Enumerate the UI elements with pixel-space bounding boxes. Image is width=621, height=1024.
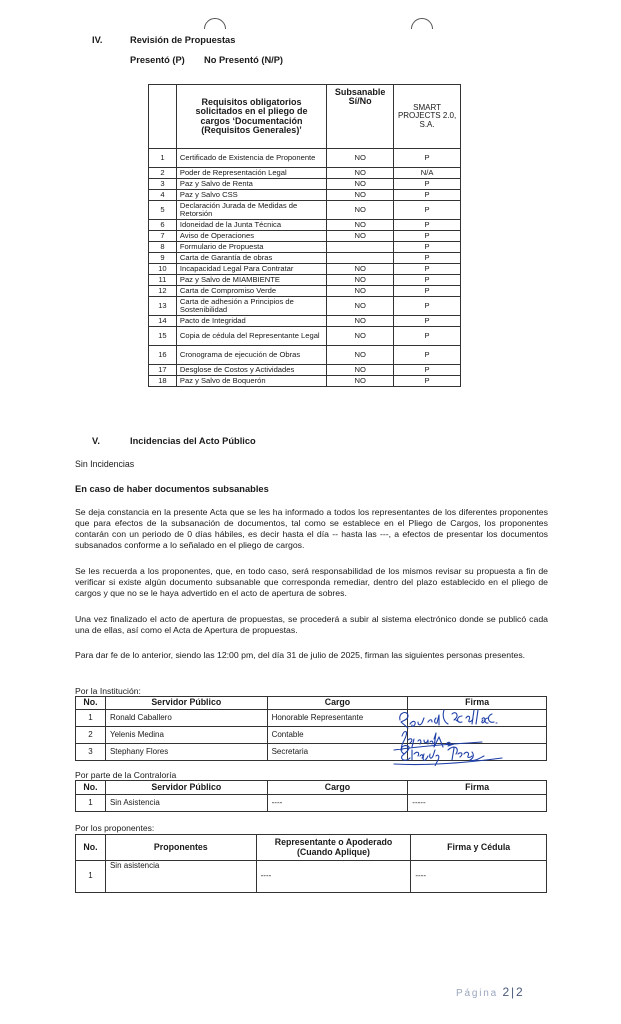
req-row-subsanable: NO [327,365,394,376]
req-row-subsanable: NO [327,327,394,346]
req-row-subsanable [327,253,394,264]
req-row-status: P [394,220,461,231]
req-row-subsanable: NO [327,190,394,201]
req-row-number: 13 [149,297,177,316]
req-row-status: P [394,149,461,168]
prop-row-1-no: 1 [76,861,106,893]
req-row-number: 9 [149,253,177,264]
req-row-status: P [394,190,461,201]
prop-row-1-rep: ---- [256,861,411,893]
req-row-status: N/A [394,168,461,179]
req-row-status: P [394,231,461,242]
institucion-label: Por la Institución: [75,686,141,696]
req-row-number: 16 [149,346,177,365]
page-separator: | [511,985,516,999]
req-row-subsanable: NO [327,275,394,286]
contra-row-1-no: 1 [76,795,106,812]
signature-stephany-flores [394,746,502,766]
punch-hole-right [411,18,433,40]
section-4-number: IV. [92,35,103,45]
inst-header-firma: Firma [408,697,547,710]
req-row-subsanable: NO [327,201,394,220]
prop-header-proponentes: Proponentes [105,835,256,861]
req-row [149,149,461,168]
req-row-label: Aviso de Operaciones [176,231,326,242]
legend-no-presento: No Presentó (N/P) [204,55,284,65]
contra-row-1-firma: ----- [408,795,547,812]
req-row-label: Cronograma de ejecución de Obras [176,346,326,365]
requirements-table [148,84,461,387]
req-row [149,275,461,286]
section-5-number: V. [92,436,100,446]
contra-row-1-cargo: ---- [267,795,408,812]
prop-header-firma: Firma y Cédula [411,835,547,861]
req-row [149,286,461,297]
section-5-title: Incidencias del Acto Público [130,436,256,446]
page-number [456,985,524,999]
req-row-number: 1 [149,149,177,168]
subsanables-heading: En caso de haber documentos subsanables [75,484,269,494]
req-row-subsanable: NO [327,220,394,231]
page-word: Página [456,988,498,999]
req-row-status: P [394,201,461,220]
req-row-label: Formulario de Propuesta [176,242,326,253]
req-header-blank [149,85,177,149]
signature-ronald-caballero [400,710,497,728]
req-row [149,365,461,376]
paragraph-publicacion: Una vez finalizado el acto de apertura de propuestas, se procederá a subir al sistema electrónico donde se publicó cada una de ellas, así como el Acta de Apertura de propuestas. [75,614,548,635]
req-row-number: 11 [149,275,177,286]
req-row-subsanable [327,242,394,253]
req-row-label: Paz y Salvo CSS [176,190,326,201]
req-row [149,242,461,253]
req-row-number: 14 [149,316,177,327]
req-row-label: Idoneidad de la Junta Técnica [176,220,326,231]
req-row-label: Certificado de Existencia de Proponente [176,149,326,168]
req-row-status: P [394,253,461,264]
prop-row-1-firma: ---- [411,861,547,893]
req-row-label: Copia de cédula del Representante Legal [176,327,326,346]
req-row [149,253,461,264]
req-row-label: Poder de Representación Legal [176,168,326,179]
req-row-number: 17 [149,365,177,376]
req-row-status: P [394,242,461,253]
req-row-status: P [394,297,461,316]
contraloria-label: Por parte de la Contraloría [75,770,177,780]
req-header-requisitos: Requisitos obligatorios solicitados en el pliego de cargos ‘Documentación (Requisitos Generales)’ [176,85,326,149]
req-row-number: 3 [149,179,177,190]
req-row [149,346,461,365]
req-row-subsanable: NO [327,346,394,365]
paragraph-recordatorio: Se les recuerda a los proponentes, que, en todo caso, será responsabilidad de los mismos revisar su propuesta a fin de verificar si existe algún documento subsanable que corresponda remediar, dentro del plazo establecido en el pliego de cargos y que no se le haya advertido en el acto de apertura de sobres. [75,566,548,598]
req-row-label: Incapacidad Legal Para Contratar [176,264,326,275]
req-row-number: 2 [149,168,177,179]
req-row-status: P [394,179,461,190]
proponentes-label: Por los proponentes: [75,823,155,833]
legend-presento: Presentó (P) [130,55,185,65]
req-row-subsanable: NO [327,376,394,387]
inst-row-1-name: Ronald Caballero [105,710,267,727]
req-row-subsanable: NO [327,316,394,327]
paragraph-subsanacion: Se deja constancia en la presente Acta que se les ha informado a todos los representantes de los diferentes proponentes que para efectos de la subsanación de documentos, tal como se establece en el Pliego de Cargos, los proponentes contarán con un periodo de 0 días hábiles, es decir hasta el día -- hasta las ---, a efectos de presentar los documentos subsanados conforme a lo señalado en el pliego de cargos. [75,507,548,550]
req-row-number: 10 [149,264,177,275]
req-row [149,264,461,275]
req-row [149,168,461,179]
inst-row-2-no: 2 [76,727,106,744]
req-header-subsanable: Subsanable Sí/No [327,85,394,149]
contraloria-table [75,780,547,812]
req-row-subsanable: NO [327,264,394,275]
req-row [149,297,461,316]
req-row-label: Carta de Compromiso Verde [176,286,326,297]
req-row-label: Paz y Salvo de Boquerón [176,376,326,387]
inst-row-2-name: Yelenis Medina [105,727,267,744]
req-row [149,201,461,220]
req-row-number: 5 [149,201,177,220]
req-row-status: P [394,316,461,327]
page-current: 2 [502,985,512,999]
incidencias-text: Sin Incidencias [75,459,135,469]
req-table-body [149,149,461,387]
signatures-drawing [392,706,558,766]
req-row-number: 12 [149,286,177,297]
req-row-status: P [394,346,461,365]
inst-row-1-no: 1 [76,710,106,727]
req-row-status: P [394,376,461,387]
req-row-subsanable: NO [327,168,394,179]
proponentes-table [75,834,547,893]
req-row-subsanable: NO [327,231,394,242]
req-row-label: Pacto de Integridad [176,316,326,327]
req-row-number: 8 [149,242,177,253]
inst-row-1-cargo: Honorable Representante [267,710,408,727]
inst-header-no: No. [76,697,106,710]
prop-row-1-name: Sin asistencia [105,861,256,893]
req-row-number: 4 [149,190,177,201]
req-row-number: 6 [149,220,177,231]
req-row-status: P [394,327,461,346]
req-row-label: Paz y Salvo de Renta [176,179,326,190]
inst-row-2-cargo: Contable [267,727,408,744]
req-row [149,190,461,201]
contra-header-cargo: Cargo [267,781,408,795]
req-row-subsanable: NO [327,179,394,190]
req-row-label: Carta de Garantía de obras [176,253,326,264]
req-row [149,231,461,242]
inst-header-cargo: Cargo [267,697,408,710]
inst-row-3-cargo: Secretaria [267,744,408,761]
req-row-label: Desglose de Costos y Actividades [176,365,326,376]
signature-yelenis-medina [394,732,482,751]
prop-header-representante: Representante o Apoderado (Cuando Aplique) [256,835,411,861]
req-row-status: P [394,286,461,297]
req-row-number: 15 [149,327,177,346]
contra-header-no: No. [76,781,106,795]
req-row [149,179,461,190]
req-row-subsanable: NO [327,297,394,316]
page-total: 2 [515,985,525,999]
req-row-subsanable: NO [327,286,394,297]
req-row-subsanable: NO [327,149,394,168]
req-header-bidder: SMART PROJECTS 2.0, S.A. [394,85,461,149]
req-row-status: P [394,275,461,286]
req-row-label: Carta de adhesión a Principios de Sostenibilidad [176,297,326,316]
req-row [149,376,461,387]
req-row-label: Paz y Salvo de MIAMBIENTE [176,275,326,286]
contra-row-1-name: Sin Asistencia [105,795,267,812]
paragraph-fe: Para dar fe de lo anterior, siendo las 12:00 pm, del día 31 de julio de 2025, firman las siguientes personas presentes. [75,650,526,660]
inst-row-3-name: Stephany Flores [105,744,267,761]
inst-row-3-no: 3 [76,744,106,761]
req-row-number: 7 [149,231,177,242]
req-row [149,220,461,231]
section-4-title: Revisión de Propuestas [130,35,236,45]
contra-header-servidor: Servidor Público [105,781,267,795]
req-row-label: Declaración Jurada de Medidas de Retorsión [176,201,326,220]
req-row-number: 18 [149,376,177,387]
req-row-status: P [394,365,461,376]
req-row [149,316,461,327]
contra-header-firma: Firma [408,781,547,795]
inst-header-servidor: Servidor Público [105,697,267,710]
req-row [149,327,461,346]
req-row-status: P [394,264,461,275]
prop-header-no: No. [76,835,106,861]
